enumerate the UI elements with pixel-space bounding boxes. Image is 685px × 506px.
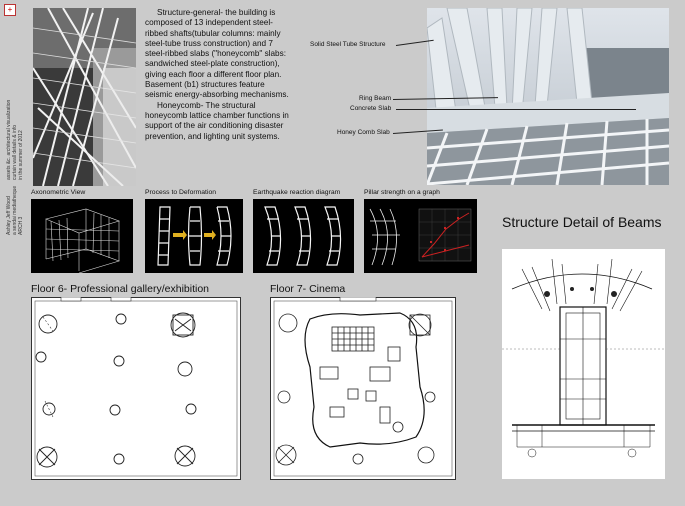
thumb-axonometric <box>31 199 133 273</box>
vertical-meta-block <box>4 60 32 235</box>
meta-line: curtain wall details & info <box>12 124 18 180</box>
meta-line: in the summer of 2012 <box>18 130 24 180</box>
meta-line: a sendai mediatheque <box>12 185 18 235</box>
deformation-image <box>145 199 243 273</box>
earthquake-image <box>253 199 354 273</box>
label-solid-steel: Solid Steel Tube Structure <box>310 41 386 48</box>
floor7-title: Floor 7- Cinema <box>270 283 346 295</box>
floor6-title: Floor 6- Professional gallery/exhibition <box>31 283 210 295</box>
structure-photo <box>33 8 136 186</box>
thumb-deformation <box>145 199 243 273</box>
pdf-icon[interactable]: + <box>4 4 16 16</box>
label-concrete-slab: Concrete Slab <box>350 105 392 112</box>
beam-detail-drawing <box>502 249 665 479</box>
caption-pillar-strength: Pillar strength on a graph <box>364 189 440 196</box>
description-paragraph-general: Structure-general- the building is composed of 13 independent steel-ribbed shafts(tubular columns: mainly steel-tube truss construction) and 7 steel-ribbed slabs ("honeycomb" slabs: sandwiched steel-plate construction), giving each floor a different floor plan. Basement (b1) structures feature seismic energy-absorbing mechanisms. <box>145 8 289 100</box>
floor6-plan <box>31 297 241 480</box>
structure-description <box>145 8 293 142</box>
pillar-strength-image <box>364 199 477 273</box>
caption-axonometric: Axonometric View <box>31 189 86 196</box>
structure-render <box>427 8 669 185</box>
caption-earthquake: Earthquake reaction diagram <box>253 189 341 196</box>
axonometric-image <box>31 199 133 273</box>
beam-detail-image <box>502 249 665 479</box>
leader-line <box>396 109 636 110</box>
meta-line: Ashley Jeff Wood <box>6 196 12 235</box>
floor7-plan <box>270 297 456 480</box>
description-paragraph-honeycomb: Honeycomb- The structural honeycomb lattice chamber functions in support of the air conditioning disaster prevention, and lighting unit systems. <box>145 100 289 141</box>
label-ring-beam: Ring Beam <box>359 95 392 102</box>
structure-render-image <box>427 8 669 185</box>
floor7-plan-drawing <box>270 297 456 480</box>
label-honeycomb-slab: Honey Comb Slab <box>337 129 390 136</box>
structure-photo-image <box>33 8 136 186</box>
caption-deformation: Process to Deformation <box>145 189 217 196</box>
floor6-plan-drawing <box>31 297 241 480</box>
thumb-earthquake <box>253 199 354 273</box>
meta-line: assets &c. architectural visualization <box>6 99 12 180</box>
meta-line: ARCH 3 <box>18 216 24 235</box>
thumb-pillar-strength <box>364 199 477 273</box>
detail-title: Structure Detail of Beams <box>502 214 662 230</box>
